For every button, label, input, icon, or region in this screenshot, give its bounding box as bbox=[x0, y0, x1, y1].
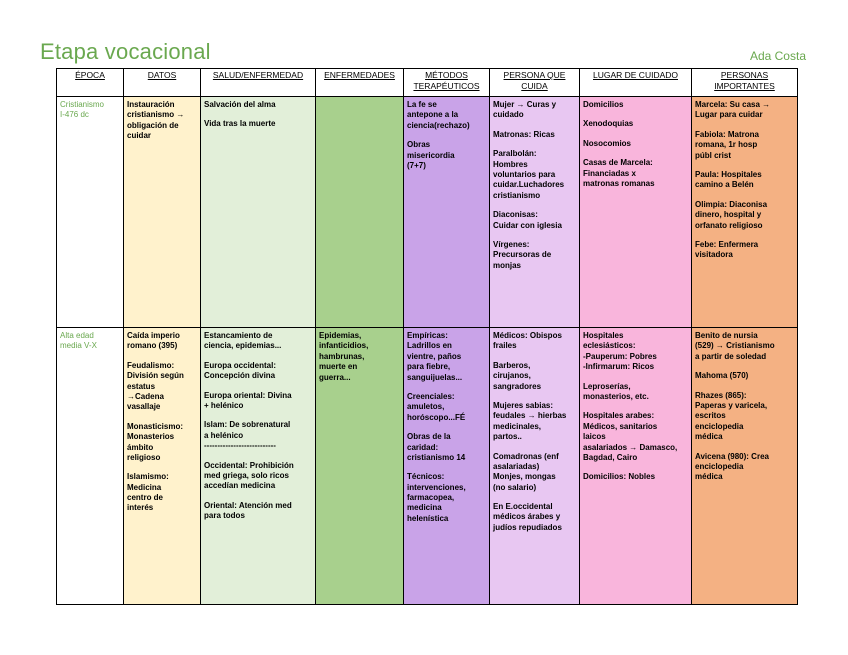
paragraph-gap bbox=[204, 110, 312, 119]
paragraph-gap bbox=[407, 463, 486, 472]
cell-line: I-476 dc bbox=[60, 110, 89, 120]
cell-line: Leproserías, bbox=[583, 381, 631, 391]
cell-line: cuidar.Luchadores bbox=[493, 180, 565, 190]
cell-line: interés bbox=[127, 503, 154, 513]
paragraph-gap bbox=[204, 352, 312, 361]
cell-line: Alta edad bbox=[60, 331, 94, 340]
cell-line: para fiebre, bbox=[407, 362, 451, 372]
cell-line: Obras bbox=[407, 140, 431, 150]
cell-line: Europa occidental: bbox=[204, 360, 277, 370]
cell-line: antepone a la bbox=[407, 110, 459, 120]
cell-line: caridad: bbox=[407, 442, 439, 452]
cell-line: Paula: Hospitales bbox=[695, 169, 762, 179]
cell-line: intervenciones, bbox=[407, 482, 466, 492]
cell-line: Oriental: Atención med bbox=[204, 500, 292, 510]
cell-line: cuidar bbox=[127, 131, 152, 141]
paragraph-gap bbox=[407, 423, 486, 432]
cell-line: hambrunas, bbox=[319, 351, 365, 361]
cell-line: Marcela: Su casa → bbox=[695, 100, 771, 109]
cell-line: eclesiásticos: bbox=[583, 341, 636, 351]
cell-line: asalariadas) bbox=[493, 461, 540, 471]
cell-line: ámbito bbox=[127, 442, 154, 452]
cell-line: centro de bbox=[127, 493, 164, 503]
header-persona: PERSONA QUE CUIDA bbox=[490, 69, 580, 97]
paragraph-gap bbox=[583, 110, 688, 119]
cell-line: Financiadas x bbox=[583, 168, 636, 178]
paragraph-gap bbox=[407, 131, 486, 140]
paragraph-gap bbox=[583, 130, 688, 139]
cell-line: Benito de nursia bbox=[695, 331, 758, 340]
author-name: Ada Costa bbox=[749, 49, 806, 63]
cell-line: a partir de soledad bbox=[695, 351, 767, 361]
cell-line: religioso bbox=[127, 452, 161, 462]
paragraph-gap bbox=[204, 411, 312, 420]
cell-line: Nosocomios bbox=[583, 138, 632, 148]
cell-line: judíos repudiados bbox=[493, 522, 562, 532]
cell-line: -Infirmarum: Ricos bbox=[583, 362, 655, 372]
cell-line: obligación de bbox=[127, 120, 179, 130]
cell-line: dinero, hospital y bbox=[695, 210, 762, 220]
paragraph-gap bbox=[695, 191, 794, 200]
cell-line: Cuidar con iglesia bbox=[493, 220, 562, 230]
cell-line: Occidental: Prohibición bbox=[204, 460, 294, 470]
cell-line: Cristianismo bbox=[60, 100, 105, 109]
paragraph-gap bbox=[493, 443, 576, 452]
cell-line: Concepción divina bbox=[204, 371, 276, 381]
cell-line: Creenciales: bbox=[407, 391, 455, 401]
header-enfermedades: ENFERMEDADES bbox=[316, 69, 404, 97]
cell-line: accedían medicina bbox=[204, 481, 276, 491]
cell-line: visitadora bbox=[695, 250, 733, 260]
cell-line: romana, 1r hosp bbox=[695, 140, 758, 150]
cell-line: Salvación del alma bbox=[204, 100, 276, 109]
cell-line: Técnicos: bbox=[407, 472, 445, 482]
cell-line: Comadronas (enf bbox=[493, 451, 559, 461]
paragraph-gap bbox=[204, 492, 312, 501]
cell-line: Monasterios bbox=[127, 432, 175, 442]
paragraph-gap bbox=[204, 452, 312, 461]
cell-line: -Pauperum: Pobres bbox=[583, 351, 657, 361]
cell-line: farmacopea, bbox=[407, 493, 455, 503]
cell-line: Domicilios bbox=[583, 100, 624, 109]
cell-line: Estancamiento de bbox=[204, 331, 273, 340]
cell-line: Vírgenes: bbox=[493, 239, 530, 249]
cell-line: romano (395) bbox=[127, 341, 178, 351]
paragraph-gap bbox=[583, 402, 688, 411]
cell-line: + helénico bbox=[204, 400, 244, 410]
paragraph-gap bbox=[204, 382, 312, 391]
cell-line: enciclopedia bbox=[695, 421, 744, 431]
cell-line: orfanato religioso bbox=[695, 220, 763, 230]
cell-line: monjas bbox=[493, 260, 522, 270]
cell-line: En E.occidental bbox=[493, 502, 553, 512]
cell-line: cirujanos, bbox=[493, 371, 531, 381]
cell-line: Febe: Enfermera bbox=[695, 239, 759, 249]
cell-line: horóscopo...FÉ bbox=[407, 412, 466, 422]
cell-line: Paperas y varicela, bbox=[695, 400, 768, 410]
cell-line: Instauración bbox=[127, 100, 175, 109]
cell-line: ciencia, epidemias... bbox=[204, 341, 282, 351]
cell-line: (no salario) bbox=[493, 482, 537, 492]
cell-line: Olimpia: Diaconisa bbox=[695, 199, 768, 209]
persona-cell bbox=[490, 328, 580, 605]
cell-line: Diaconisas: bbox=[493, 210, 538, 220]
cell-line: Feudalismo: bbox=[127, 360, 175, 370]
paragraph-gap bbox=[407, 383, 486, 392]
cell-line: med griega, solo ricos bbox=[204, 470, 289, 480]
cell-line: helenística bbox=[407, 513, 449, 523]
cell-line: estatus bbox=[127, 381, 156, 391]
cell-line: Hospitales bbox=[583, 331, 624, 340]
paragraph-gap bbox=[127, 413, 197, 422]
cell-line: feudales → hierbas bbox=[493, 411, 567, 421]
paragraph-gap bbox=[695, 382, 794, 391]
cell-line: Monasticismo: bbox=[127, 421, 184, 431]
cell-line: Islam: De sobrenatural bbox=[204, 420, 291, 430]
cell-line: Casas de Marcela: bbox=[583, 158, 653, 168]
paragraph-gap bbox=[493, 352, 576, 361]
lugar-cell bbox=[580, 328, 692, 605]
cell-line: infanticidios, bbox=[319, 341, 369, 351]
cell-line: Empíricas: bbox=[407, 331, 448, 340]
header-row bbox=[57, 69, 798, 97]
cell-line: matronas romanas bbox=[583, 178, 655, 188]
paragraph-gap bbox=[493, 201, 576, 210]
header-metodos: MÉTODOS TERAPÉUTICOS bbox=[404, 69, 490, 97]
paragraph-gap bbox=[695, 161, 794, 170]
cell-line: muerte en bbox=[319, 362, 358, 372]
header-salud: SALUD/ENFERMEDAD bbox=[201, 69, 316, 97]
cell-line: médica bbox=[695, 432, 723, 442]
cell-line: Mujer → Curas y bbox=[493, 100, 557, 109]
cell-line: frailes bbox=[493, 341, 517, 351]
header-epoca: ÉPOCA bbox=[57, 69, 124, 97]
header-personas: PERSONAS IMPORTANTES bbox=[692, 69, 798, 97]
datos-cell bbox=[124, 328, 201, 605]
cell-line: enciclopedia bbox=[695, 461, 744, 471]
cell-line: Precursoras de bbox=[493, 250, 552, 260]
paragraph-gap bbox=[695, 231, 794, 240]
page-title: Etapa vocacional bbox=[40, 39, 211, 64]
cell-line: públ crist bbox=[695, 150, 732, 160]
cell-line: ciencia(rechazo) bbox=[407, 120, 470, 130]
enfermedades-cell bbox=[316, 328, 404, 605]
paragraph-gap bbox=[493, 392, 576, 401]
paragraph-gap bbox=[127, 352, 197, 361]
salud-cell bbox=[201, 328, 316, 605]
cell-line: (7+7) bbox=[407, 160, 426, 170]
cell-line: Europa oriental: Divina bbox=[204, 390, 292, 400]
paragraph-gap bbox=[127, 463, 197, 472]
cell-line: Barberos, bbox=[493, 360, 531, 370]
cell-line: División según bbox=[127, 371, 184, 381]
paragraph-gap bbox=[493, 140, 576, 149]
cell-line: Islamismo: bbox=[127, 472, 169, 482]
epoca-cell bbox=[57, 97, 124, 328]
cell-line: Hospitales arabes: bbox=[583, 411, 655, 421]
cell-line: guerra... bbox=[319, 372, 351, 382]
cell-line: Ladrillos en bbox=[407, 341, 452, 351]
cell-line: Mahoma (570) bbox=[695, 371, 749, 381]
paragraph-gap bbox=[695, 362, 794, 371]
cell-line: Rhazes (865): bbox=[695, 390, 747, 400]
salud-cell bbox=[201, 97, 316, 328]
cell-line: Epidemias, bbox=[319, 331, 362, 340]
cell-line: Avicena (980): Crea bbox=[695, 451, 769, 461]
epoca-cell bbox=[57, 328, 124, 605]
cell-line: laicos bbox=[583, 432, 606, 442]
cell-line: cristianismo bbox=[493, 190, 541, 200]
paragraph-gap bbox=[695, 443, 794, 452]
cell-line: Xenodoquias bbox=[583, 119, 634, 129]
cell-line: Vida tras la muerte bbox=[204, 119, 276, 129]
cell-line: media V-X bbox=[60, 341, 97, 351]
cell-line: misericordia bbox=[407, 150, 455, 160]
cell-line: asalariados → Damasco, bbox=[583, 442, 678, 452]
personas-cell bbox=[692, 328, 798, 605]
datos-cell bbox=[124, 97, 201, 328]
cell-line: monasterios, etc. bbox=[583, 391, 649, 401]
cell-line: voluntarios para bbox=[493, 169, 556, 179]
cell-line: La fe se bbox=[407, 100, 437, 109]
paragraph-gap bbox=[493, 121, 576, 130]
cell-line: medicina bbox=[407, 503, 442, 513]
paragraph-gap bbox=[583, 373, 688, 382]
vocational-stage-table bbox=[56, 68, 798, 605]
cell-line: Monjes, mongas bbox=[493, 472, 556, 482]
cell-line: Obras de la bbox=[407, 432, 451, 442]
cell-line: camino a Belén bbox=[695, 180, 754, 190]
cell-line: Médicos: Obispos bbox=[493, 331, 562, 340]
metodos-cell bbox=[404, 97, 490, 328]
persona-cell bbox=[490, 97, 580, 328]
paragraph-gap bbox=[493, 231, 576, 240]
cell-line: Paralbolán: bbox=[493, 149, 537, 159]
cell-line: Matronas: Ricas bbox=[493, 129, 555, 139]
header-datos: DATOS bbox=[124, 69, 201, 97]
cell-line: Domicilios: Nobles bbox=[583, 472, 656, 482]
cell-line: →Cadena bbox=[127, 391, 164, 401]
cell-line: sangradores bbox=[493, 381, 542, 391]
cell-line: vasallaje bbox=[127, 402, 161, 412]
paragraph-gap bbox=[493, 493, 576, 502]
cell-line: Médicos, sanitarios bbox=[583, 421, 658, 431]
paragraph-gap bbox=[583, 149, 688, 158]
lugar-cell bbox=[580, 97, 692, 328]
cell-line: (529) → Cristianismo bbox=[695, 341, 775, 351]
cell-line: Mujeres sabias: bbox=[493, 400, 554, 410]
enfermedades-cell bbox=[316, 97, 404, 328]
cell-line: cristianismo 14 bbox=[407, 452, 466, 462]
personas-cell bbox=[692, 97, 798, 328]
cell-line: a helénico bbox=[204, 430, 244, 440]
table-row bbox=[57, 97, 798, 328]
cell-line: Caída imperio bbox=[127, 331, 180, 340]
cell-line: Hombres bbox=[493, 159, 528, 169]
cell-line: médicos árabes y bbox=[493, 512, 561, 522]
cell-line: Lugar para cuidar bbox=[695, 110, 763, 120]
cell-line: para todos bbox=[204, 511, 245, 521]
cell-line: Bagdad, Cairo bbox=[583, 452, 638, 462]
cell-line: --------------------------- bbox=[204, 441, 276, 451]
cell-line: Fabiola: Matrona bbox=[695, 129, 760, 139]
cell-line: cristianismo → bbox=[127, 110, 185, 120]
cell-line: amuletos, bbox=[407, 402, 445, 412]
paragraph-gap bbox=[695, 121, 794, 130]
cell-line: escritos bbox=[695, 411, 726, 421]
paragraph-gap bbox=[583, 463, 688, 472]
cell-line: Medicina bbox=[127, 482, 162, 492]
cell-line: sanguijuelas... bbox=[407, 372, 463, 382]
cell-line: cuidado bbox=[493, 110, 524, 120]
metodos-cell bbox=[404, 328, 490, 605]
cell-line: médica bbox=[695, 472, 723, 482]
cell-line: partos.. bbox=[493, 432, 522, 442]
header-lugar: LUGAR DE CUIDADO bbox=[580, 69, 692, 97]
cell-line: medicinales, bbox=[493, 421, 542, 431]
table-row bbox=[57, 328, 798, 605]
cell-line: vientre, paños bbox=[407, 351, 462, 361]
